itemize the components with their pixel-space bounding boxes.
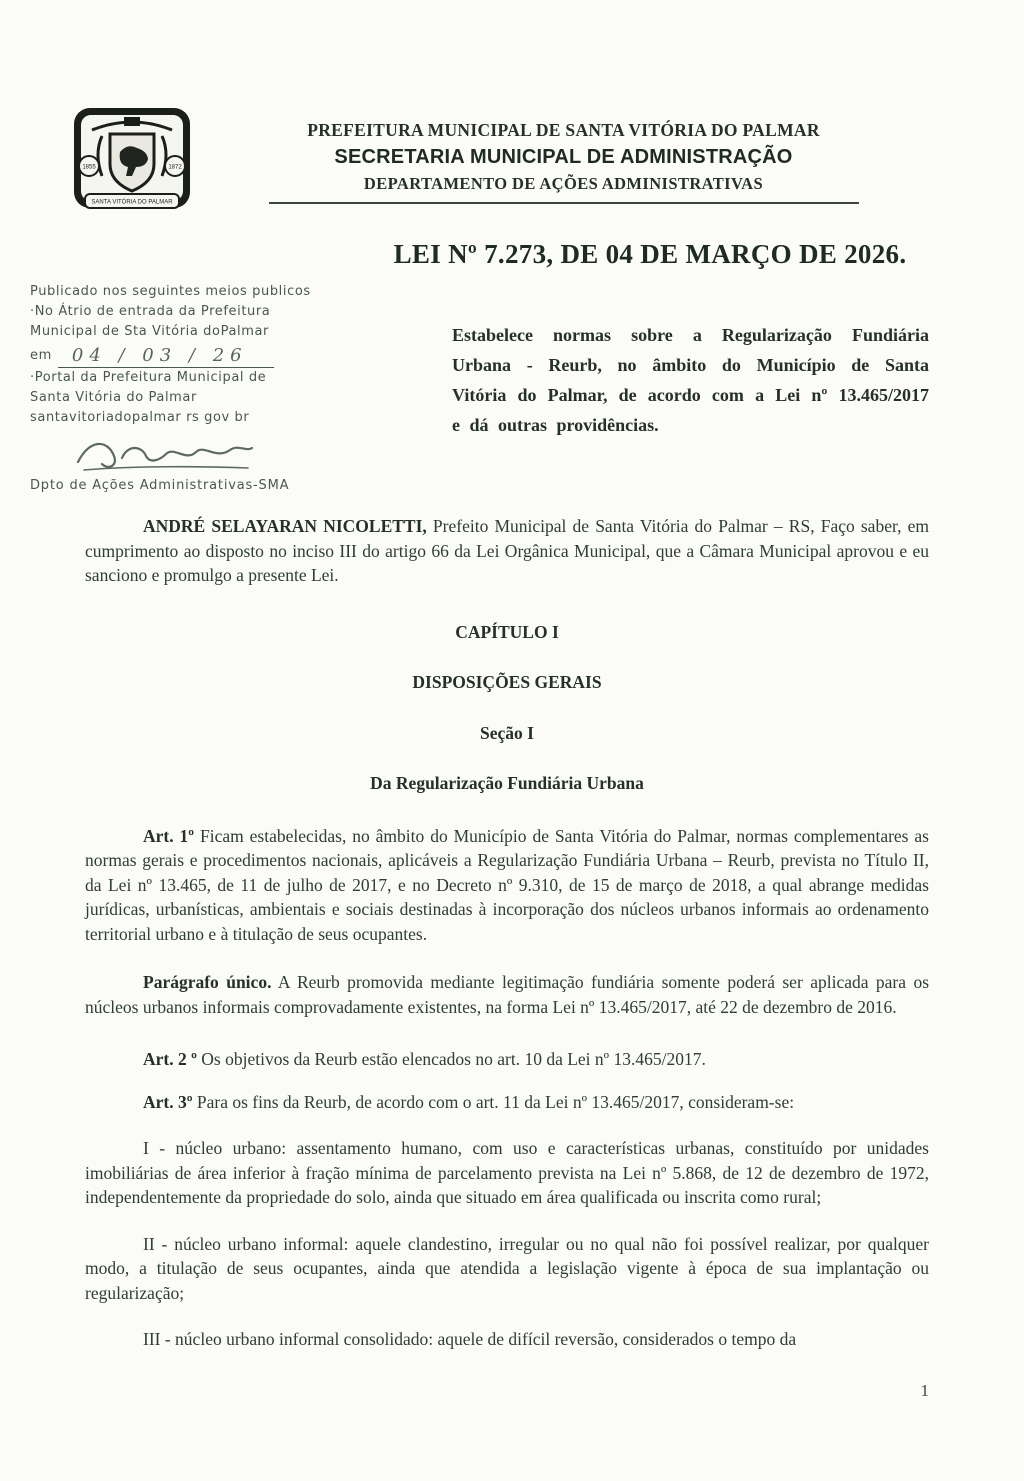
article-3 — [85, 1090, 929, 1115]
header-line-secretaria: SECRETARIA MUNICIPAL DE ADMINISTRAÇÃO — [334, 146, 793, 168]
stamp-line: santavitoriadopalmar rs gov br — [30, 410, 250, 425]
preamble — [85, 514, 929, 588]
header-text-block — [198, 106, 929, 204]
article-2 — [85, 1047, 929, 1072]
stamp-line: Santa Vitória do Palmar — [30, 390, 197, 405]
stamp-line: ·No Átrio de entrada da Prefeitura — [30, 304, 271, 319]
article-1 — [85, 824, 929, 947]
article-3-text: Para os fins da Reurb, de acordo com o art. 11 da Lei nº 13.465/2017, consideram-se: — [192, 1091, 795, 1112]
stamp-summary-row — [0, 270, 1024, 496]
stamp-date-label: em — [30, 348, 52, 363]
document-header — [0, 106, 1024, 221]
item-1: I - núcleo urbano: assentamento humano, com uso e características urbanas, constituído por unidades imobiliárias de área inferior à fração mínima de parcelamento prevista na Lei nº 5.868, de 12 de dezembro de 1972, independentemente da propriedade do solo, ainda que situado em área qualificada ou inscrita como rural; — [85, 1138, 929, 1207]
law-body — [0, 514, 1024, 1352]
sole-paragraph-text: A Reurb promovida mediante legitimação fundiária somente poderá ser aplicada para os núcleos urbanos informais comprovadamente existentes, na forma Lei nº 13.465/2017, até 22 de dezembro de 2016. — [85, 972, 930, 1017]
section-title: Da Regularização Fundiária Urbana — [370, 773, 644, 793]
article-3-label: Art. 3º — [143, 1091, 193, 1112]
signature-scribble-icon — [70, 432, 360, 476]
chapter-heading: CAPÍTULO I — [455, 621, 559, 642]
publication-stamp — [30, 282, 360, 496]
chapter-title: DISPOSIÇÕES GERAIS — [412, 672, 602, 692]
logo-year-left: 1855 — [82, 164, 96, 171]
law-summary: Estabelece normas sobre a Regularização Fundiária Urbana - Reurb, no âmbito do Município de Santa Vitória do Palmar, de acordo com a Lei nº 13.465/2017 e dá outras providências. — [452, 325, 929, 435]
header-line-departamento: DEPARTAMENTO DE AÇÕES ADMINISTRATIVAS — [363, 174, 764, 193]
article-1-label: Art. 1º — [143, 825, 195, 846]
stamp-line: Municipal de Sta Vitória doPalmar — [30, 324, 269, 339]
header-line-prefeitura: PREFEITURA MUNICIPAL DE SANTA VITÓRIA DO PALMAR — [307, 120, 820, 140]
law-title: LEI Nº 7.273, DE 04 DE MARÇO DE 2026. — [393, 239, 907, 269]
header-divider — [269, 202, 859, 204]
stamp-line: ·Portal da Prefeitura Municipal de — [30, 370, 267, 385]
logo-ribbon-text: SANTA VITÓRIA DO PALMAR — [91, 199, 173, 206]
logo-year-right: 1872 — [168, 164, 182, 171]
stamp-department: Dpto de Ações Administrativas-SMA — [30, 478, 290, 493]
page-number: 1 — [920, 1381, 929, 1400]
article-1-text: Ficam estabelecidas, no âmbito do Município de Santa Vitória do Palmar, normas complementares as normas gerais e procedimentos nacionais, aplicáveis a Regularização Fundiária Urbana – Reurb, prevista no Título II, da Lei nº 13.465, de 11 de julho de 2017, e no Decreto nº 9.310, de 15 de março de 2018, a qual abrange medidas jurídicas, urbanísticas, ambientais e sociais destinadas à incorporação dos núcleos urbanos informais ao ordenamento territorial urbano e à titulação de seus ocupantes. — [85, 825, 929, 944]
stamp-line: Publicado nos seguintes meios publicos — [30, 284, 311, 299]
article-2-text: Os objetivos da Reurb estão elencados no art. 10 da Lei nº 13.465/2017. — [196, 1049, 706, 1069]
section-heading: Seção I — [480, 722, 534, 743]
preamble-author: ANDRÉ SELAYARAN NICOLETTI, — [143, 516, 427, 536]
stamp-date-line — [30, 344, 360, 366]
sole-paragraph — [85, 970, 929, 1019]
handwritten-date: 04 / 03 / 26 — [58, 346, 274, 368]
item-2: II - núcleo urbano informal: aquele clandestino, irregular ou no qual não foi possível realizar, por qualquer modo, a titulação de seus ocupantes, ainda que atendida a legislação vigente à época de sua implantação ou regularização; — [85, 1233, 929, 1303]
article-2-label: Art. 2 º — [143, 1049, 197, 1069]
municipal-coat-of-arms-icon — [72, 106, 198, 221]
preamble-text: Prefeito Municipal de Santa Vitória do Palmar – RS, Faço saber, em cumprimento ao disposto no inciso III do artigo 66 da Lei Orgânica Municipal, que a Câmara Municipal aprovou e eu sanciono e promulgo a presente Lei. — [85, 516, 929, 585]
item-3: III - núcleo urbano informal consolidado: aquele de difícil reversão, considerados o tempo da — [143, 1329, 797, 1349]
sole-paragraph-label: Parágrafo único. — [143, 972, 272, 992]
coat-of-arms-svg — [72, 106, 192, 216]
